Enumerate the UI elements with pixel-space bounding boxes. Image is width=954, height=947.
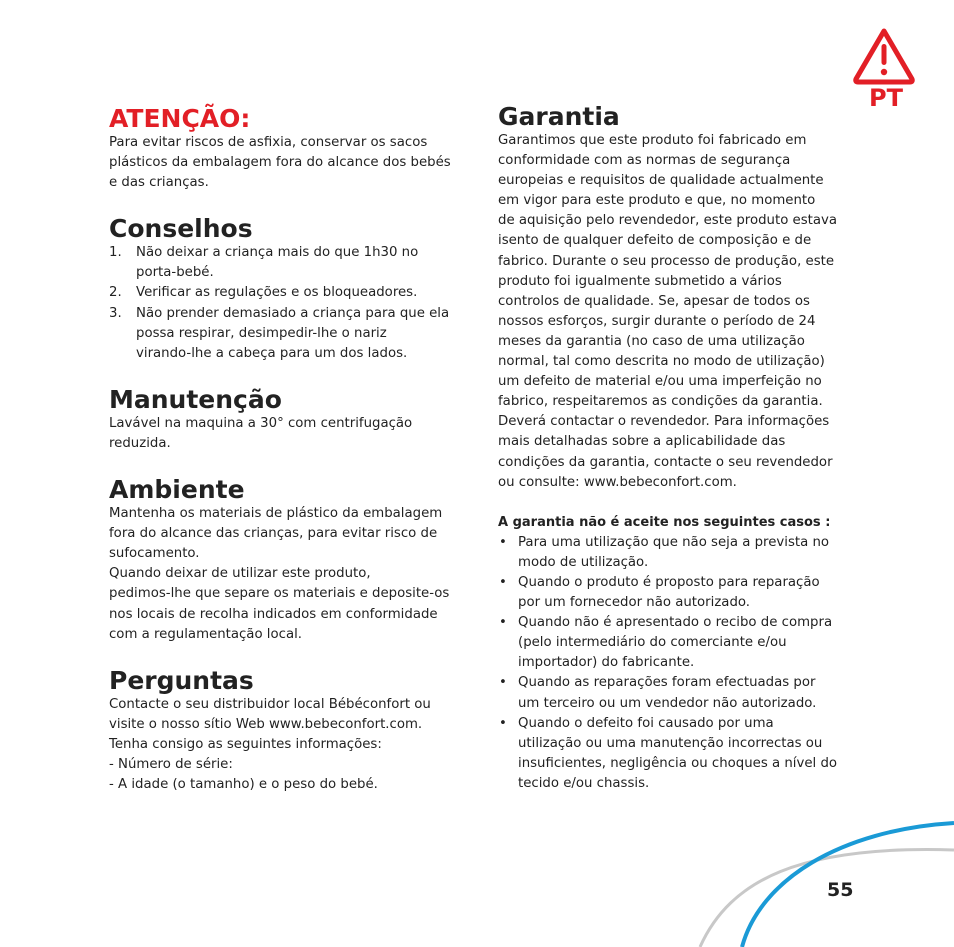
list-item: 1. Não deixar a criança mais do que 1h30 no porta-bebé. bbox=[109, 245, 419, 281]
warning-text: Para evitar riscos de asfixia, conservar os sacos plásticos da embalagem fora do alcance dos bebés e das crianças. bbox=[109, 135, 451, 191]
garantia-text: Garantimos que este produto foi fabricado em conformidade com as normas de segurança europeias e requisitos de qualidade actualmente em vigor para este produto e que, no momento de aquisição pelo revendedor, este produto estava isento de qualquer defeito de composição e de fabrico. Durante o seu processo de produção, este produto foi igualmente submetido a vários controlos de qualidade. Se, apesar de todos os nossos esforços, surgir durante o período de 24 meses da garantia (no caso de uma utilização normal, tal como descrita no modo de utilização) um defeito de material e/ou uma imperfeição no fabrico, respeitaremos as condições da garantia. Deverá contactar o revendedor. Para informações mais detalhadas sobre a aplicabilidade das condições da garantia, contacte o seu revendedor ou consulte: www.bebeconfort.com. bbox=[498, 133, 838, 490]
perguntas-section bbox=[109, 666, 469, 795]
manutencao-heading: Manutenção bbox=[109, 384, 282, 414]
conselhos-heading: Conselhos bbox=[109, 214, 253, 244]
list-item: • Para uma utilização que não seja a prevista no modo de utilização. bbox=[499, 534, 830, 570]
exclusions-title: A garantia não é aceite nos seguintes casos : bbox=[498, 514, 831, 530]
warning-triangle-icon bbox=[852, 27, 916, 85]
list-item: • Quando o produto é proposto para reparação por um fornecedor não autorizado. bbox=[499, 574, 820, 611]
ambiente-section bbox=[109, 475, 469, 645]
ambiente-heading: Ambiente bbox=[109, 475, 245, 505]
page-number: 55 bbox=[827, 879, 854, 901]
list-item: • Quando o defeito foi causado por uma utilização ou uma manutenção incorrectas ou insuficientes, negligência ou choques a nível do tecido e/ou chassis. bbox=[499, 715, 838, 791]
list-item: 2. Verificar as regulações e os bloqueadores. bbox=[109, 285, 418, 301]
warning-section bbox=[109, 104, 469, 193]
conselhos-section bbox=[109, 214, 469, 364]
perguntas-heading: Perguntas bbox=[109, 665, 254, 695]
list-item: 3. Não prender demasiado a criança para que ela possa respirar, desimpedir-lhe o nariz virando-lhe a cabeça para um dos lados. bbox=[109, 305, 450, 361]
ambiente-text: Mantenha os materiais de plástico da embalagem fora do alcance das crianças, para evitar risco de sufocamento. Quando deixar de utilizar este produto, pedimos-lhe que separe os materiais e deposite-os nos locais de recolha indicados em conformidade com a regulamentação local. bbox=[109, 506, 450, 642]
exclusions-list bbox=[498, 533, 860, 794]
garantia-heading: Garantia bbox=[498, 102, 620, 131]
language-code: PT bbox=[869, 84, 903, 112]
warning-heading: ATENÇÃO: bbox=[109, 104, 251, 133]
manutencao-text: Lavável na maquina a 30° com centrifugação reduzida. bbox=[109, 415, 413, 451]
conselhos-list bbox=[109, 243, 469, 364]
left-column bbox=[109, 104, 469, 816]
manutencao-section bbox=[109, 385, 469, 454]
list-item: • Quando não é apresentado o recibo de compra (pelo intermediário do comerciante e/ou importador) do fabricante. bbox=[499, 615, 833, 671]
perguntas-text: Contacte o seu distribuidor local Bébéconfort ou visite o nosso sítio Web www.bebeconfort.com. Tenha consigo as seguintes informações: - Número de série: - A idade (o tamanho) e o peso do bebé. bbox=[109, 696, 431, 793]
right-column bbox=[498, 102, 860, 794]
list-item: • Quando as reparações foram efectuadas por um terceiro ou um vendedor não autorizado. bbox=[499, 675, 817, 711]
spacer bbox=[498, 493, 860, 513]
